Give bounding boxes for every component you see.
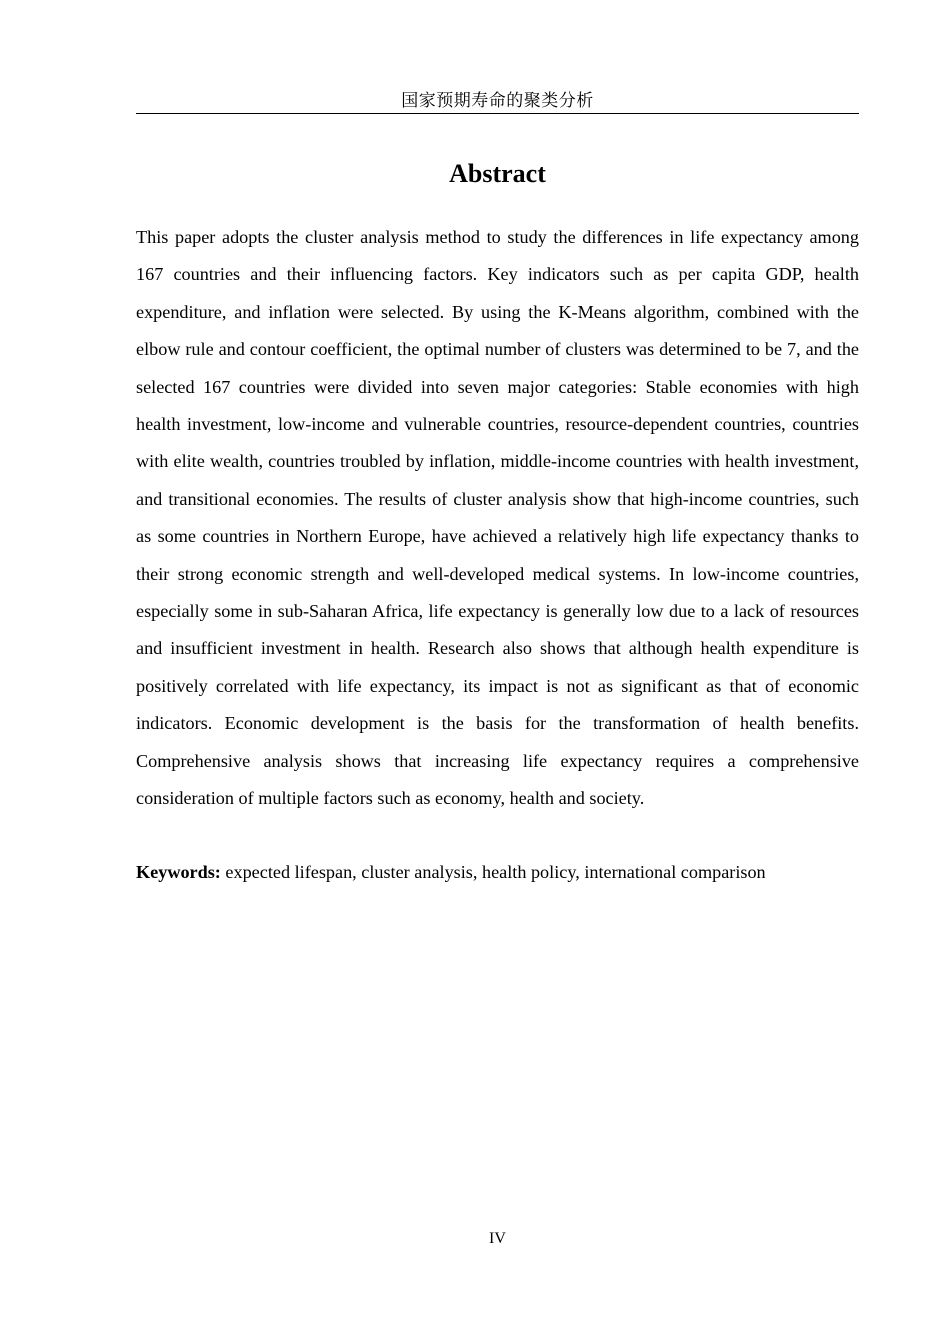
abstract-title: Abstract [449,159,546,188]
keywords-line [136,858,859,886]
running-header: 国家预期寿命的聚类分析 [136,91,859,114]
keywords-label: Keywords: [136,862,221,882]
page-number: IV [489,1230,506,1247]
keywords-text: expected lifespan, cluster analysis, health policy, international comparison [220,862,766,882]
abstract-body: This paper adopts the cluster analysis method to study the differences in life expectancy among 167 countries and their influencing factors. Key indicators such as per capita GDP, health expenditure, and inflation were selected. By using the K-Means algorithm, combined with the elbow rule and contour coefficient, the optimal number of clusters was determined to be 7, and the selected 167 countries were divided into seven major categories: Stable economies with high health investment, low-income and vulnerable countries, resource-dependent countries, countries with elite wealth, countries troubled by inflation, middle-income countries with health investment, and transitional economies. The results of cluster analysis show that high-income countries, such as some countries in Northern Europe, have achieved a relatively high life expectancy thanks to their strong economic strength and well-developed medical systems. In low-income countries, especially some in sub-Saharan Africa, life expectancy is generally low due to a lack of resources and insufficient investment in health. Research also shows that although health expenditure is positively correlated with life expectancy, its impact is not as significant as that of economic indicators. Economic development is the basis for the transformation of health benefits. Comprehensive analysis shows that increasing life expectancy requires a comprehensive consideration of multiple factors such as economy, health and society. [136,227,859,809]
